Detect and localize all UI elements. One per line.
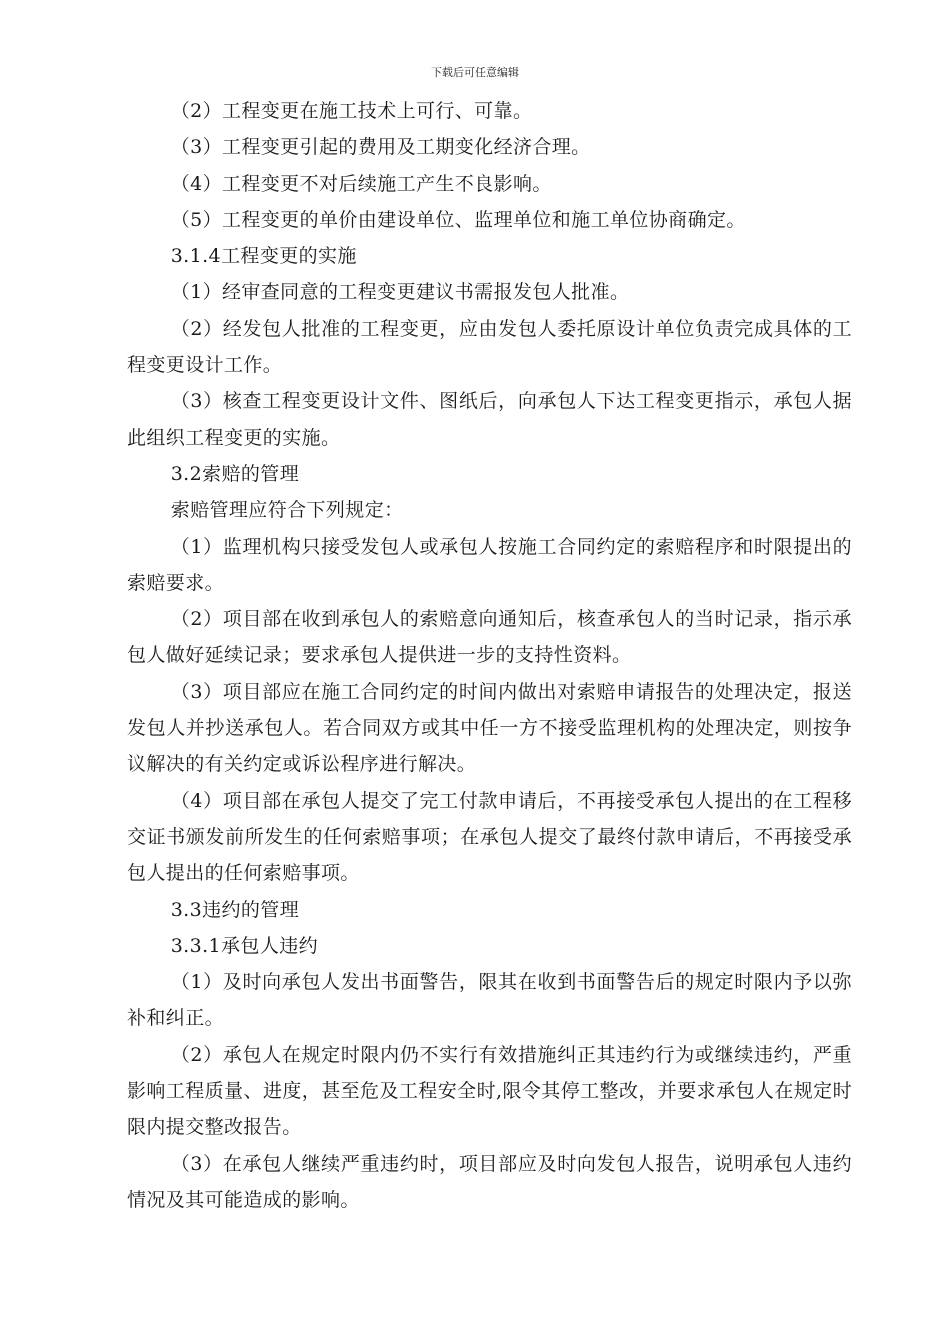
section-heading: 3.3违约的管理 — [170, 898, 300, 921]
paragraph: （3）核查工程变更设计文件、图纸后，向承包人下达工程变更指示，承包人据此组织工程变更的实施。 — [127, 390, 852, 449]
paragraph: （5）工程变更的单价由建设单位、监理单位和施工单位协商确定。 — [170, 208, 746, 231]
section-heading: 3.2索赔的管理 — [170, 462, 300, 485]
paragraph: （3）工程变更引起的费用及工期变化经济合理。 — [170, 136, 591, 159]
document-body — [127, 93, 852, 1218]
paragraph: （1）监理机构只接受发包人或承包人按施工合同约定的索赔程序和时限提出的索赔要求。 — [127, 535, 852, 594]
paragraph: （4）工程变更不对后续施工产生不良影响。 — [170, 172, 552, 195]
paragraph: 索赔管理应符合下列规定： — [170, 499, 404, 522]
paragraph: （2）经发包人批准的工程变更，应由发包人委托原设计单位负责完成具体的工程变更设计工作。 — [127, 317, 852, 377]
paragraph: （1）经审查同意的工程变更建议书需报发包人批准。 — [170, 281, 630, 304]
paragraph: （3）在承包人继续严重违约时，项目部应及时向发包人报告，说明承包人违约情况及其可能造成的影响。 — [127, 1152, 852, 1211]
paragraph: （4）项目部在承包人提交了完工付款申请后，不再接受承包人提出的在工程移交证书颁发前所发生的任何索赔事项；在承包人提交了最终付款申请后，不再接受承包人提出的任何索赔事项。 — [127, 789, 852, 885]
paragraph: （1）及时向承包人发出书面警告，限其在收到书面警告后的规定时限内予以弥补和纠正。 — [127, 971, 852, 1030]
paragraph: （2）承包人在规定时限内仍不实行有效措施纠正其违约行为或继续违约，严重影响工程质量、进度，甚至危及工程安全时,限令其停工整改，并要求承包人在规定时限内提交整改报告。 — [127, 1043, 852, 1139]
page-header-note: 下载后可任意编辑 — [431, 66, 519, 79]
section-heading: 3.1.4工程变更的实施 — [170, 245, 357, 268]
section-heading: 3.3.1承包人违约 — [170, 934, 319, 957]
paragraph: （2）工程变更在施工技术上可行、可靠。 — [170, 100, 533, 122]
paragraph: （2）项目部在收到承包人的索赔意向通知后，核查承包人的当时记录，指示承包人做好延续记录；要求承包人提供进一步的支持性资料。 — [127, 608, 852, 667]
paragraph: （3）项目部应在施工合同约定的时间内做出对索赔申请报告的处理决定，报送发包人并抄送承包人。若合同双方或其中任一方不接受监理机构的处理决定，则按争议解决的有关约定或诉讼程序进行解决。 — [127, 680, 852, 776]
